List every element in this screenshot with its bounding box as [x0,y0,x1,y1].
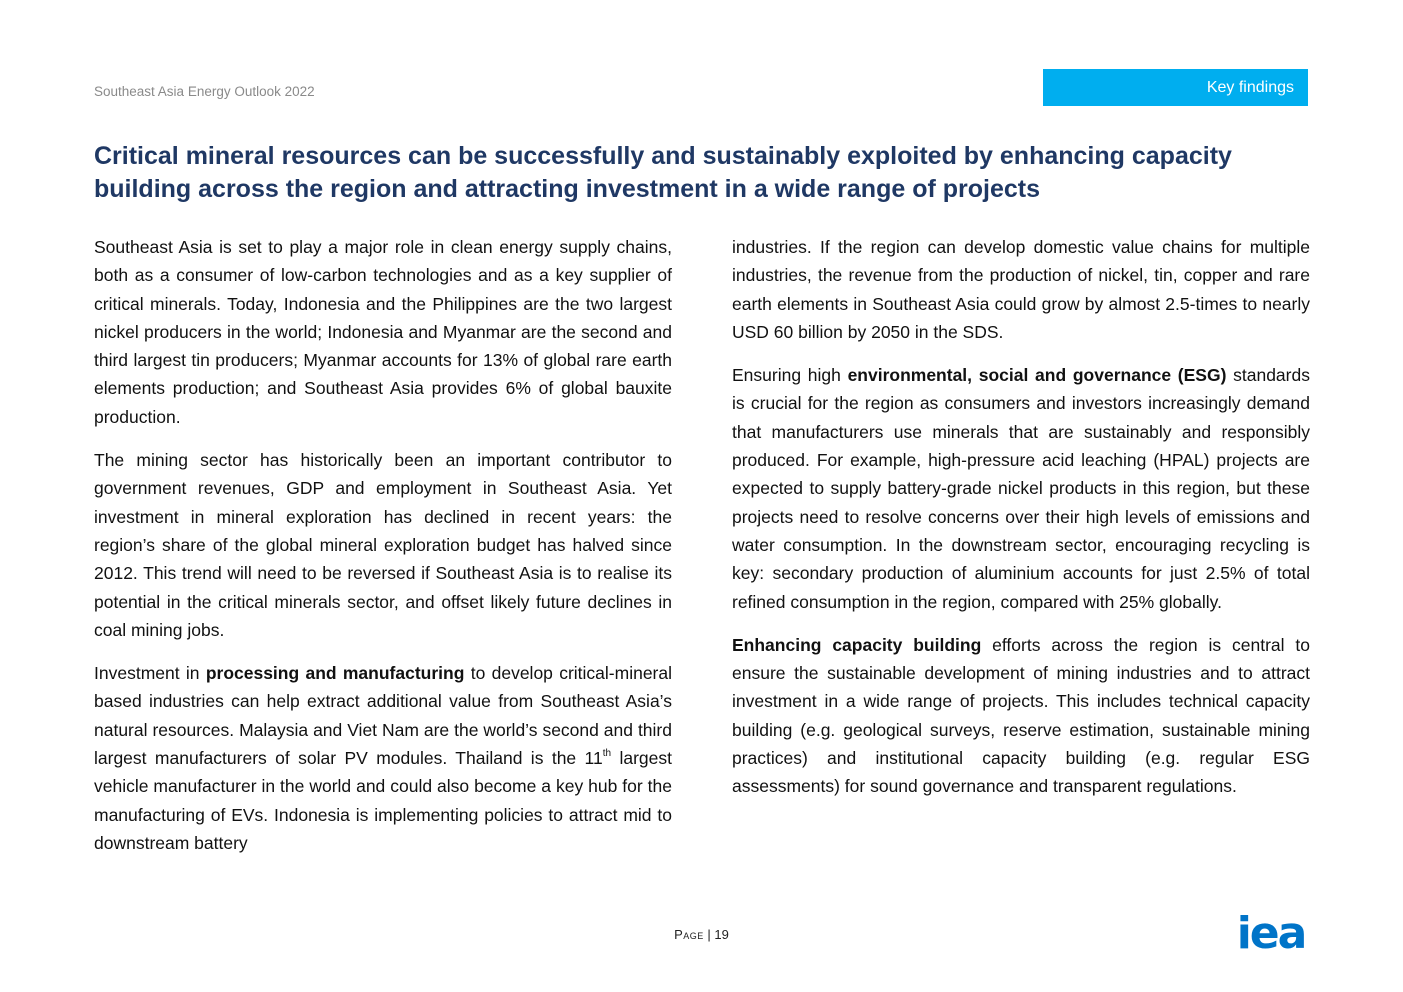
ordinal-suffix: th [602,748,612,760]
paragraph-text: Ensuring high [732,365,848,386]
paragraph-value-chains: industries. If the region can develop domestic value chains for multiple industries, the revenue from the production of nickel, tin, copper and rare earth elements in Southeast Asia could grow by almost 2.5-times to nearly USD 60 billion by 2050 in the SDS. [732,237,1310,342]
paragraph-text: largest vehicle manufacturer in the world and could also become a key hub for the manufacturing of EVs. Indonesia is implementing policies to attract mid to downstream battery [94,748,672,853]
page-footer [0,927,1403,942]
emphasis-processing-manufacturing: processing and manufacturing [205,663,465,684]
section-tab-key-findings: Key findings [1043,69,1308,106]
paragraph-mining-sector: The mining sector has historically been an important contributor to government revenues, GDP and employment in Southeast Asia. Yet investment in mineral exploration has declined in recent years: the region’s share of the global mineral exploration budget has halved since 2012. This trend will need to be reversed if Southeast Asia is to realise its potential in the critical minerals sector, and offset likely future declines in coal mining jobs. [94,450,672,640]
paragraph-supply-chains: Southeast Asia is set to play a major role in clean energy supply chains, both as a consumer of low-carbon technologies and as a key supplier of critical minerals. Today, Indonesia and the Philippines are the two largest nickel producers in the world; Indonesia and Myanmar are the second and third largest tin producers; Myanmar accounts for 13% of global rare earth elements production; and Southeast Asia provides 6% of global bauxite production. [94,237,672,427]
paragraph-text: Investment in [94,663,206,684]
page-label: Page [674,927,704,942]
paragraph-capacity-building [732,631,1310,801]
page-separator: | [703,927,715,942]
page-number: 19 [714,927,729,942]
right-column [732,233,1310,816]
emphasis-capacity-building: Enhancing capacity building [732,634,982,655]
page-headline: Critical mineral resources can be successfully and sustainably exploited by enhancing capacity building across the region and attracting investment in a wide range of projects [94,142,1232,203]
paragraph-text: efforts across the region is central to ensure the sustainable development of mining industries and to attract investment in a wide range of projects. This includes technical capacity building (e.g. geological surveys, reserve estimation, sustainable mining practices) and institutional capacity building (e.g. regular ESG assessments) for sound governance and transparent regulations. [732,634,1311,797]
iea-logo [1232,914,1310,950]
paragraph-text: to develop critical-mineral based industries can help extract additional value from Southeast Asia’s natural resources. Malaysia and Viet Nam are the world’s second and third largest manufacturers of solar PV modules. Thailand is the 11 [94,663,672,769]
paragraph-esg-standards [732,361,1310,616]
left-column [94,233,672,872]
iea-logo-text: iea [1236,914,1306,950]
paragraph-processing-manufacturing [94,659,672,857]
paragraph-text: standards is crucial for the region as consumers and investors increasingly demand that manufacturers use minerals that are sustainably and responsibly produced. For example, high-pressure acid leaching (HPAL) projects are expected to supply battery-grade nickel products in this region, but these projects need to resolve concerns over their high levels of emissions and water consumption. In the downstream sector, encouraging recycling is key: secondary production of aluminium accounts for just 2.5% of total refined consumption in the region, compared with 25% globally. [732,365,1310,612]
report-title: Southeast Asia Energy Outlook 2022 [94,84,315,99]
emphasis-esg: environmental, social and governance (ESG) [847,365,1227,386]
